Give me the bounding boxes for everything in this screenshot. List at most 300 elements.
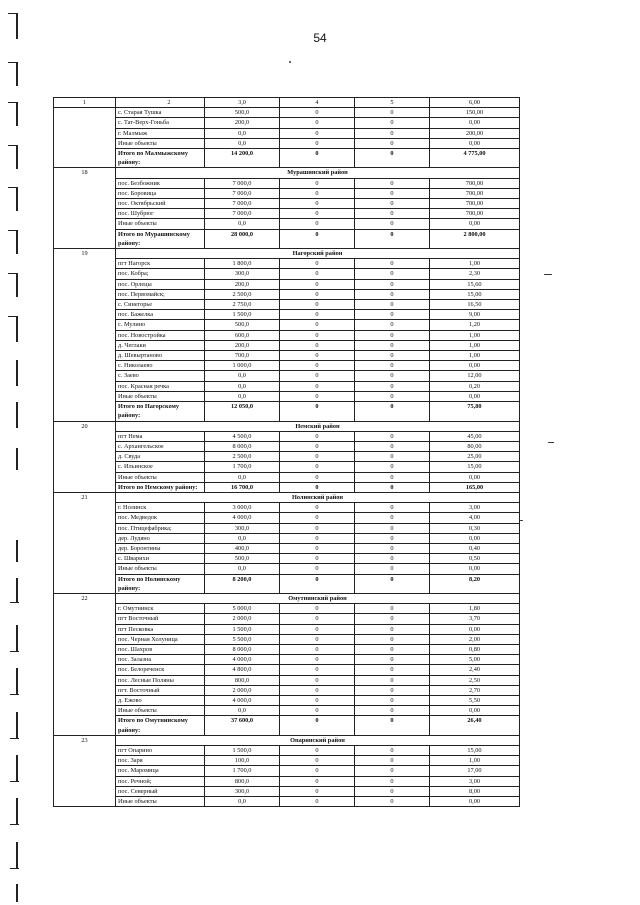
total-label: Итого по Нолинскому району: xyxy=(116,574,205,593)
value-col6: 0,00 xyxy=(430,706,520,716)
locality-name: с. Старая Тушка xyxy=(116,108,205,118)
table-row xyxy=(54,128,520,138)
total-col3: 12 050,0 xyxy=(205,402,280,421)
value-col5: 0 xyxy=(355,675,430,685)
header-cell: 5 xyxy=(355,98,430,108)
value-col6: 5,50 xyxy=(430,695,520,705)
total-col5: 0 xyxy=(355,482,430,492)
value-col3: 1 800,0 xyxy=(205,259,280,269)
total-label: Итого по Малмыжскому району: xyxy=(116,149,205,168)
table-row xyxy=(54,644,520,654)
value-col6: 4,00 xyxy=(430,513,520,523)
value-col4: 0 xyxy=(280,706,355,716)
table-row xyxy=(54,209,520,219)
value-col6: 0,80 xyxy=(430,644,520,654)
table-row xyxy=(54,533,520,543)
value-col3: 2 000,0 xyxy=(205,685,280,695)
table-row xyxy=(54,513,520,523)
value-col6: 15,00 xyxy=(430,289,520,299)
value-col6: 700,00 xyxy=(430,209,520,219)
locality-name: пос. Залазна xyxy=(116,655,205,665)
total-col4: 0 xyxy=(280,574,355,593)
locality-name: д. Ежово xyxy=(116,695,205,705)
table-row xyxy=(54,685,520,695)
total-col6: 8,20 xyxy=(430,574,520,593)
total-col3: 16 700,0 xyxy=(205,482,280,492)
section-number: 21 xyxy=(54,492,116,593)
value-col3: 800,0 xyxy=(205,776,280,786)
value-col6: 3,70 xyxy=(430,614,520,624)
value-col5: 0 xyxy=(355,604,430,614)
value-col6: 0,00 xyxy=(430,118,520,128)
value-col3: 4 000,0 xyxy=(205,695,280,705)
value-col3: 0,0 xyxy=(205,381,280,391)
value-col6: 15,00 xyxy=(430,746,520,756)
table-row xyxy=(54,472,520,482)
total-label: Итого по Мурашинскому району: xyxy=(116,229,205,248)
locality-name: Иные объекты xyxy=(116,391,205,401)
value-col5: 0 xyxy=(355,644,430,654)
total-col4: 0 xyxy=(280,716,355,735)
value-col3: 0,0 xyxy=(205,706,280,716)
value-col6: 0,00 xyxy=(430,472,520,482)
value-col3: 200,0 xyxy=(205,118,280,128)
locality-name: Иные объекты xyxy=(116,797,205,807)
value-col4: 0 xyxy=(280,685,355,695)
value-col5: 0 xyxy=(355,634,430,644)
district-name: Нолинский район xyxy=(116,492,520,502)
value-col6: 2,00 xyxy=(430,634,520,644)
value-col5: 0 xyxy=(355,756,430,766)
value-col6: 0,00 xyxy=(430,624,520,634)
value-col4: 0 xyxy=(280,279,355,289)
value-col4: 0 xyxy=(280,766,355,776)
table-row xyxy=(54,554,520,564)
value-col4: 0 xyxy=(280,259,355,269)
value-col3: 300,0 xyxy=(205,523,280,533)
value-col6: 3,00 xyxy=(430,503,520,513)
value-col4: 0 xyxy=(280,269,355,279)
table-row xyxy=(54,108,520,118)
locality-name: с. Архангельское xyxy=(116,441,205,451)
value-col5: 0 xyxy=(355,351,430,361)
value-col3: 300,0 xyxy=(205,269,280,279)
value-col4: 0 xyxy=(280,118,355,128)
value-col3: 0,0 xyxy=(205,564,280,574)
value-col4: 0 xyxy=(280,614,355,624)
value-col6: 0,00 xyxy=(430,361,520,371)
table-row xyxy=(54,441,520,451)
value-col3: 7 000,0 xyxy=(205,178,280,188)
section-number: 18 xyxy=(54,168,116,249)
total-col5: 0 xyxy=(355,574,430,593)
total-row xyxy=(54,402,520,421)
value-col5: 0 xyxy=(355,797,430,807)
value-col5: 0 xyxy=(355,128,430,138)
total-col6: 26,40 xyxy=(430,716,520,735)
district-row xyxy=(54,593,520,603)
value-col3: 300,0 xyxy=(205,786,280,796)
value-col4: 0 xyxy=(280,564,355,574)
value-col5: 0 xyxy=(355,685,430,695)
locality-name: пос. Бажелка xyxy=(116,310,205,320)
locality-name: пос. Черная Холуница xyxy=(116,634,205,644)
value-col4: 0 xyxy=(280,128,355,138)
value-col5: 0 xyxy=(355,441,430,451)
value-col5: 0 xyxy=(355,279,430,289)
table-row xyxy=(54,351,520,361)
value-col5: 0 xyxy=(355,776,430,786)
value-col6: 1,00 xyxy=(430,756,520,766)
value-col4: 0 xyxy=(280,381,355,391)
locality-name: пгт Нагорск xyxy=(116,259,205,269)
district-name: Нагорский район xyxy=(116,249,520,259)
table-row xyxy=(54,543,520,553)
value-col6: 0,30 xyxy=(430,523,520,533)
value-col5: 0 xyxy=(355,361,430,371)
value-col3: 1 700,0 xyxy=(205,766,280,776)
table-row xyxy=(54,138,520,148)
table-row xyxy=(54,665,520,675)
value-col6: 0,20 xyxy=(430,381,520,391)
value-col5: 0 xyxy=(355,786,430,796)
value-col3: 0,0 xyxy=(205,219,280,229)
value-col5: 0 xyxy=(355,472,430,482)
value-col4: 0 xyxy=(280,695,355,705)
locality-name: пос. Новостройка xyxy=(116,330,205,340)
value-col4: 0 xyxy=(280,503,355,513)
value-col6: 16,50 xyxy=(430,300,520,310)
table-row xyxy=(54,259,520,269)
value-col5: 0 xyxy=(355,523,430,533)
table-row xyxy=(54,199,520,209)
total-row xyxy=(54,229,520,248)
value-col6: 2,70 xyxy=(430,685,520,695)
locality-name: пгт Нема xyxy=(116,431,205,441)
table-row xyxy=(54,340,520,350)
locality-name: пгт Опарино xyxy=(116,746,205,756)
locality-name: пос. Орлецы xyxy=(116,279,205,289)
value-col4: 0 xyxy=(280,472,355,482)
table-row xyxy=(54,320,520,330)
value-col3: 4 000,0 xyxy=(205,513,280,523)
value-col5: 0 xyxy=(355,330,430,340)
header-cell: 4 xyxy=(280,98,355,108)
value-col4: 0 xyxy=(280,797,355,807)
locality-name: пгт Песковка xyxy=(116,624,205,634)
locality-name: дер. Лудяно xyxy=(116,533,205,543)
total-row xyxy=(54,574,520,593)
locality-name: дер. Боронтины xyxy=(116,543,205,553)
district-row xyxy=(54,735,520,745)
value-col6: 1,20 xyxy=(430,320,520,330)
value-col4: 0 xyxy=(280,665,355,675)
locality-name: пос. Лесные Поляны xyxy=(116,675,205,685)
locality-name: с. Шварихи xyxy=(116,554,205,564)
value-col6: 700,00 xyxy=(430,188,520,198)
table-row xyxy=(54,371,520,381)
table-row xyxy=(54,756,520,766)
value-col4: 0 xyxy=(280,209,355,219)
value-col3: 4 800,0 xyxy=(205,665,280,675)
value-col3: 1 000,0 xyxy=(205,361,280,371)
value-col3: 0,0 xyxy=(205,138,280,148)
value-col4: 0 xyxy=(280,219,355,229)
value-col4: 0 xyxy=(280,533,355,543)
total-row xyxy=(54,149,520,168)
district-row xyxy=(54,168,520,178)
table-row xyxy=(54,695,520,705)
value-col5: 0 xyxy=(355,624,430,634)
value-col6: 45,00 xyxy=(430,431,520,441)
locality-name: пгт Восточный xyxy=(116,614,205,624)
section-number: 20 xyxy=(54,421,116,492)
value-col3: 1 500,0 xyxy=(205,310,280,320)
locality-name: д. Свуда xyxy=(116,452,205,462)
value-col5: 0 xyxy=(355,199,430,209)
value-col6: 5,00 xyxy=(430,655,520,665)
value-col6: 0,00 xyxy=(430,138,520,148)
locality-name: д. Чеглаки xyxy=(116,340,205,350)
value-col6: 0,50 xyxy=(430,554,520,564)
value-col3: 0,0 xyxy=(205,797,280,807)
value-col5: 0 xyxy=(355,138,430,148)
total-col5: 0 xyxy=(355,402,430,421)
value-col5: 0 xyxy=(355,269,430,279)
district-row xyxy=(54,421,520,431)
value-col6: 0,00 xyxy=(430,533,520,543)
locality-name: с. Синегорье xyxy=(116,300,205,310)
locality-name: пос. Маромица xyxy=(116,766,205,776)
locality-name: с. Тат-Верх-Гоньба xyxy=(116,118,205,128)
section-number: 22 xyxy=(54,593,116,735)
table-row xyxy=(54,462,520,472)
total-row xyxy=(54,716,520,735)
value-col3: 400,0 xyxy=(205,543,280,553)
value-col3: 2 750,0 xyxy=(205,300,280,310)
district-name: Немский район xyxy=(116,421,520,431)
value-col3: 500,0 xyxy=(205,554,280,564)
value-col4: 0 xyxy=(280,543,355,553)
value-col6: 700,00 xyxy=(430,178,520,188)
value-col3: 8 000,0 xyxy=(205,441,280,451)
value-col3: 3 000,0 xyxy=(205,503,280,513)
table-row xyxy=(54,614,520,624)
value-col6: 3,00 xyxy=(430,776,520,786)
value-col4: 0 xyxy=(280,513,355,523)
value-col6: 15,60 xyxy=(430,279,520,289)
value-col5: 0 xyxy=(355,300,430,310)
district-row xyxy=(54,249,520,259)
value-col5: 0 xyxy=(355,118,430,128)
district-row xyxy=(54,492,520,502)
total-col3: 28 000,0 xyxy=(205,229,280,248)
value-col4: 0 xyxy=(280,462,355,472)
table-row xyxy=(54,300,520,310)
value-col6: 15,00 xyxy=(430,462,520,472)
value-col5: 0 xyxy=(355,695,430,705)
value-col5: 0 xyxy=(355,178,430,188)
table-row xyxy=(54,675,520,685)
value-col6: 0,00 xyxy=(430,219,520,229)
value-col5: 0 xyxy=(355,188,430,198)
value-col6: 150,00 xyxy=(430,108,520,118)
value-col4: 0 xyxy=(280,452,355,462)
value-col3: 5 000,0 xyxy=(205,604,280,614)
value-col4: 0 xyxy=(280,340,355,350)
total-col6: 4 775,00 xyxy=(430,149,520,168)
district-name: Мурашинский район xyxy=(116,168,520,178)
value-col3: 7 000,0 xyxy=(205,199,280,209)
value-col4: 0 xyxy=(280,554,355,564)
total-col4: 0 xyxy=(280,402,355,421)
table-row xyxy=(54,766,520,776)
table-row xyxy=(54,746,520,756)
value-col5: 0 xyxy=(355,340,430,350)
locality-name: пос. Красная речка xyxy=(116,381,205,391)
header-row xyxy=(54,98,520,108)
table-row xyxy=(54,604,520,614)
value-col5: 0 xyxy=(355,746,430,756)
value-col4: 0 xyxy=(280,756,355,766)
value-col4: 0 xyxy=(280,746,355,756)
data-table xyxy=(53,97,520,807)
value-col3: 4 500,0 xyxy=(205,431,280,441)
value-col3: 800,0 xyxy=(205,675,280,685)
value-col6: 1,00 xyxy=(430,259,520,269)
locality-name: пос. Шубрюг xyxy=(116,209,205,219)
value-col4: 0 xyxy=(280,624,355,634)
value-col6: 1,00 xyxy=(430,340,520,350)
value-col3: 0,0 xyxy=(205,533,280,543)
value-col5: 0 xyxy=(355,665,430,675)
value-col3: 7 000,0 xyxy=(205,188,280,198)
value-col6: 80,00 xyxy=(430,441,520,451)
total-label: Итого по Омутнинскому району: xyxy=(116,716,205,735)
total-col5: 0 xyxy=(355,149,430,168)
value-col6: 700,00 xyxy=(430,199,520,209)
table-row xyxy=(54,776,520,786)
value-col5: 0 xyxy=(355,259,430,269)
section-number xyxy=(54,108,116,168)
value-col6: 2,30 xyxy=(430,269,520,279)
value-col3: 200,0 xyxy=(205,340,280,350)
value-col5: 0 xyxy=(355,543,430,553)
value-col6: 0,40 xyxy=(430,543,520,553)
value-col3: 2 500,0 xyxy=(205,289,280,299)
value-col6: 9,00 xyxy=(430,310,520,320)
binding-marks xyxy=(8,0,22,905)
total-col4: 0 xyxy=(280,229,355,248)
locality-name: пос. Кобра; xyxy=(116,269,205,279)
value-col6: 200,00 xyxy=(430,128,520,138)
value-col3: 1 500,0 xyxy=(205,624,280,634)
value-col5: 0 xyxy=(355,614,430,624)
table-row xyxy=(54,564,520,574)
value-col5: 0 xyxy=(355,371,430,381)
total-col6: 2 800,00 xyxy=(430,229,520,248)
value-col4: 0 xyxy=(280,178,355,188)
table-row xyxy=(54,289,520,299)
value-col3: 1 700,0 xyxy=(205,462,280,472)
header-cell: 3,0 xyxy=(205,98,280,108)
total-col6: 75,80 xyxy=(430,402,520,421)
value-col4: 0 xyxy=(280,644,355,654)
value-col5: 0 xyxy=(355,310,430,320)
locality-name: пос. Заря xyxy=(116,756,205,766)
value-col4: 0 xyxy=(280,138,355,148)
table-row xyxy=(54,503,520,513)
value-col6: 2,50 xyxy=(430,675,520,685)
value-col4: 0 xyxy=(280,361,355,371)
total-col3: 37 600,0 xyxy=(205,716,280,735)
table-row xyxy=(54,391,520,401)
value-col3: 2 500,0 xyxy=(205,452,280,462)
table-row xyxy=(54,310,520,320)
total-col5: 0 xyxy=(355,716,430,735)
table-row xyxy=(54,431,520,441)
value-col6: 1,00 xyxy=(430,351,520,361)
locality-name: пос. Северный xyxy=(116,786,205,796)
table-row xyxy=(54,655,520,665)
value-col5: 0 xyxy=(355,462,430,472)
locality-name: с. Николаево xyxy=(116,361,205,371)
locality-name: пос. Первомайск; xyxy=(116,289,205,299)
value-col3: 8 000,0 xyxy=(205,644,280,654)
value-col5: 0 xyxy=(355,564,430,574)
value-col4: 0 xyxy=(280,188,355,198)
locality-name: пос. Медведок xyxy=(116,513,205,523)
locality-name: Иные объекты xyxy=(116,706,205,716)
table-row xyxy=(54,118,520,128)
value-col5: 0 xyxy=(355,381,430,391)
value-col5: 0 xyxy=(355,452,430,462)
table-row xyxy=(54,279,520,289)
value-col3: 200,0 xyxy=(205,279,280,289)
locality-name: Иные объекты xyxy=(116,219,205,229)
value-col6: 17,00 xyxy=(430,766,520,776)
value-col5: 0 xyxy=(355,391,430,401)
value-col4: 0 xyxy=(280,776,355,786)
value-col5: 0 xyxy=(355,706,430,716)
total-label: Итого по Нагорскому району: xyxy=(116,402,205,421)
locality-name: д. Шевыртаново xyxy=(116,351,205,361)
value-col3: 100,0 xyxy=(205,756,280,766)
value-col3: 0,0 xyxy=(205,472,280,482)
value-col4: 0 xyxy=(280,431,355,441)
value-col4: 0 xyxy=(280,523,355,533)
value-col3: 500,0 xyxy=(205,320,280,330)
value-col4: 0 xyxy=(280,199,355,209)
locality-name: пос. Боровица xyxy=(116,188,205,198)
value-col3: 1 500,0 xyxy=(205,746,280,756)
value-col4: 0 xyxy=(280,351,355,361)
value-col4: 0 xyxy=(280,371,355,381)
value-col3: 5 500,0 xyxy=(205,634,280,644)
district-name: Омутнинский район xyxy=(116,593,520,603)
value-col3: 7 000,0 xyxy=(205,209,280,219)
header-cell: 1 xyxy=(54,98,116,108)
table-row xyxy=(54,178,520,188)
locality-name: пос. Октябрьский xyxy=(116,199,205,209)
value-col4: 0 xyxy=(280,786,355,796)
section-number: 19 xyxy=(54,249,116,421)
value-col4: 0 xyxy=(280,391,355,401)
total-label: Итого по Немскому району: xyxy=(116,482,205,492)
value-col4: 0 xyxy=(280,604,355,614)
locality-name: Иные объекты xyxy=(116,564,205,574)
table-row xyxy=(54,523,520,533)
